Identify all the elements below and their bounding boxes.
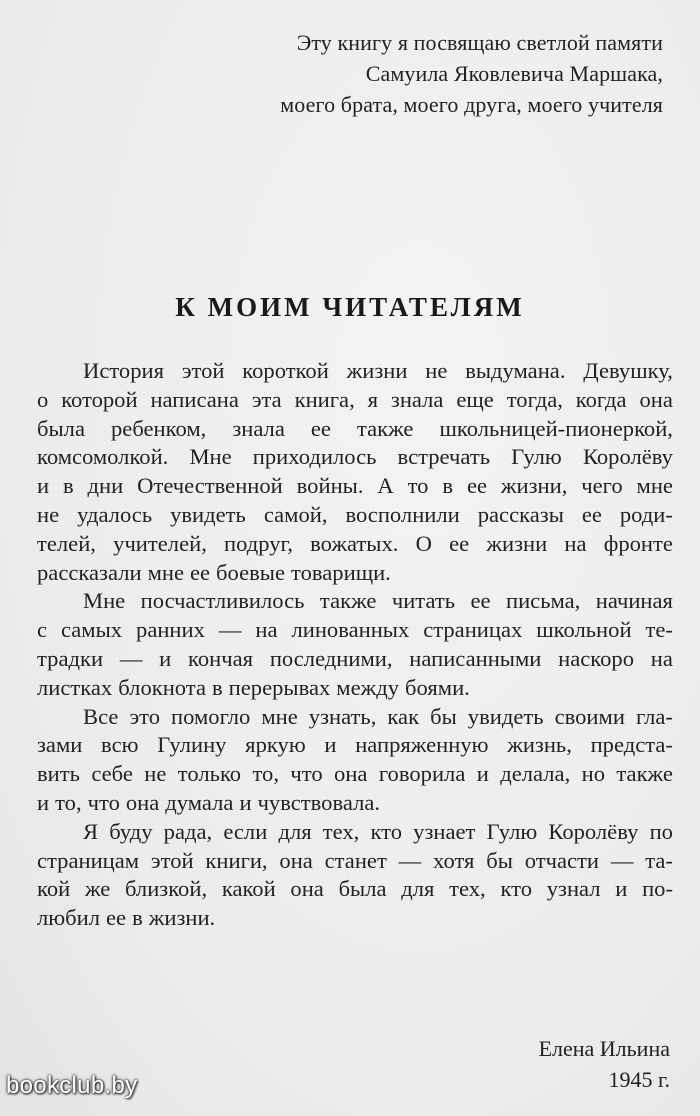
word: ее [310, 415, 331, 441]
word: в [62, 473, 74, 499]
word: зами [37, 732, 83, 758]
word: тех, [322, 818, 360, 844]
word: — [119, 645, 143, 671]
dedication-line: Самуила Яковлевича Маршака, [365, 61, 663, 86]
word: Гулину [157, 732, 227, 758]
word: Девушку, [583, 358, 673, 383]
word: — [610, 847, 634, 873]
word: своими [554, 703, 625, 729]
word: кто [370, 818, 403, 844]
word: рада, [163, 818, 213, 844]
word: по [649, 818, 673, 844]
word: была [37, 415, 85, 441]
word: но [581, 761, 605, 787]
word: если [223, 818, 268, 844]
text-line [37, 875, 673, 904]
word: она [290, 876, 324, 902]
word: на [255, 617, 278, 643]
text-line [37, 731, 673, 760]
word: — [398, 847, 422, 873]
word: узнает [413, 818, 476, 844]
word: написанными [409, 645, 542, 671]
word: и [239, 789, 252, 815]
word: посчастливилось [140, 588, 305, 614]
word: мне [147, 559, 184, 585]
word: себе [91, 761, 133, 787]
word: не [37, 501, 60, 527]
word: рассказы [477, 501, 564, 527]
word: Гулю [511, 444, 562, 470]
word: выдумана. [465, 358, 566, 383]
body-text [37, 357, 673, 933]
word: всю [101, 732, 139, 758]
word: наскоро [558, 645, 635, 671]
word: подруг, [224, 530, 293, 556]
word: тех, [449, 876, 486, 902]
word: приходилось [252, 444, 377, 470]
text-line [37, 847, 673, 876]
word: школьной [536, 617, 632, 643]
word: ее [581, 501, 602, 527]
word: на [564, 530, 587, 556]
word: бы [486, 847, 513, 873]
word: эта [251, 386, 282, 412]
word: когда [575, 386, 627, 412]
word: традки [37, 645, 104, 671]
text-line [37, 616, 673, 645]
word: как [387, 703, 420, 729]
word: то, [252, 761, 279, 787]
word: та- [645, 847, 673, 873]
text-line [37, 789, 673, 818]
word: узнал [546, 876, 601, 902]
word: для [401, 876, 435, 902]
word: и [37, 789, 50, 815]
word: О [415, 530, 432, 556]
word: мне [261, 703, 298, 729]
word: любил [37, 905, 101, 931]
word: узнать, [308, 703, 377, 729]
word: боевые [216, 559, 286, 585]
word: ее [106, 905, 127, 931]
word: и [476, 761, 489, 787]
word: блокнота [118, 674, 206, 700]
text-line [37, 674, 673, 703]
word: в [132, 905, 143, 931]
word: близкой, [125, 876, 208, 902]
word: и [37, 473, 50, 499]
text-line [37, 501, 673, 530]
dedication-line: Эту книгу я посвящаю светлой памяти [296, 30, 663, 55]
word: станет [324, 847, 387, 873]
word: ранних [136, 617, 205, 643]
word: напряженную [355, 732, 489, 758]
word: жизни. [148, 905, 216, 931]
word: — [218, 617, 242, 643]
word: Мне [83, 588, 126, 614]
word: самой, [263, 501, 328, 527]
word: буду [109, 818, 153, 844]
word: думала [165, 789, 234, 815]
word: и [324, 732, 337, 758]
word: читать [391, 588, 456, 614]
word: для [278, 818, 312, 844]
word: телей, [37, 530, 96, 556]
word: написана [150, 386, 239, 412]
word: которой [61, 386, 138, 412]
word: короткой [242, 358, 329, 383]
word: то [407, 473, 429, 499]
word: листках [37, 674, 113, 700]
word: ее [470, 588, 491, 614]
word: то, [55, 789, 82, 815]
word: История [83, 358, 164, 383]
word: не [144, 761, 167, 787]
word: письма, [505, 588, 581, 614]
word: Королёву [548, 818, 639, 844]
word: встречать [397, 444, 491, 470]
word: роди- [619, 501, 673, 527]
word: самых [60, 617, 123, 643]
word: также [616, 761, 673, 787]
text-line [37, 760, 673, 789]
word: кто [500, 876, 532, 902]
word: чего [581, 473, 623, 499]
word: этой [150, 847, 194, 873]
word: начиная [595, 588, 673, 614]
word: ее [449, 530, 470, 556]
word: этой [181, 358, 225, 383]
word: учителей, [113, 530, 207, 556]
word: Отечественной [137, 473, 283, 499]
word: предста- [590, 732, 673, 758]
word: последними, [269, 645, 393, 671]
word: жизнь, [507, 732, 572, 758]
text-line [37, 443, 673, 472]
word: восполнили [345, 501, 460, 527]
word: ее [466, 473, 487, 499]
word: школьницей-пионеркой, [439, 415, 673, 441]
word: книга, [294, 386, 355, 412]
word: войны. [296, 473, 364, 499]
dedication-line: моего брата, моего друга, моего учителя [280, 92, 663, 117]
word: Все [83, 703, 119, 729]
word: еще [456, 386, 494, 412]
word: жизни, [500, 473, 568, 499]
word: что [290, 761, 323, 787]
word: не [425, 358, 448, 383]
dedication [280, 27, 663, 120]
word: рассказали [37, 559, 142, 585]
text-line [37, 386, 673, 415]
word: была [338, 876, 387, 902]
word: какой [221, 876, 276, 902]
watermark: bookclub.by [6, 1072, 138, 1099]
word: же [84, 876, 111, 902]
word: увидеть [170, 501, 246, 527]
word: и [159, 645, 172, 671]
word: те- [645, 617, 673, 643]
text-line [37, 818, 673, 847]
word: гла- [635, 703, 673, 729]
word: это [129, 703, 161, 729]
word: по- [642, 876, 673, 902]
word: комсомолкой. [37, 444, 169, 470]
word: ребенком, [111, 415, 207, 441]
signature-year: 1945 г. [608, 1067, 670, 1092]
word: удалось [77, 501, 153, 527]
word: вожатых. [310, 530, 399, 556]
word: фронте [603, 530, 673, 556]
word: она [125, 789, 160, 815]
signature [539, 1033, 670, 1095]
text-line [37, 703, 673, 732]
word: увидеть [467, 703, 544, 729]
word: с [37, 617, 48, 643]
text-line [37, 587, 673, 616]
word: помогло [171, 703, 251, 729]
text-line [37, 472, 673, 501]
word: она [639, 386, 673, 412]
word: жизни [486, 530, 548, 556]
word: я [367, 386, 379, 412]
word: страницам [37, 847, 140, 873]
word: тогда, [506, 386, 563, 412]
word: дни [87, 473, 124, 499]
word: линованных [291, 617, 410, 643]
word: в [211, 674, 223, 700]
word: знала [232, 415, 285, 441]
word: А [377, 473, 394, 499]
word: и [615, 876, 628, 902]
word: делала, [500, 761, 571, 787]
word: боями. [405, 674, 470, 700]
text-line [37, 357, 673, 386]
word: вить [37, 761, 80, 787]
word: кончая [188, 645, 254, 671]
word: только [177, 761, 242, 787]
word: также [319, 588, 377, 614]
word: между [336, 674, 400, 700]
word: товарищи. [291, 559, 391, 585]
word: Мне [189, 444, 232, 470]
word: отчасти [524, 847, 600, 873]
word: говорила [378, 761, 466, 787]
word: хотя [433, 847, 475, 873]
word: в [442, 473, 454, 499]
word: она [279, 847, 313, 873]
word: она [334, 761, 368, 787]
word: также [356, 415, 414, 441]
author-name: Елена Ильина [538, 1036, 670, 1061]
word: Я [83, 818, 99, 844]
text-line [37, 559, 673, 588]
word: жизни [346, 358, 408, 383]
text-line [37, 530, 673, 559]
word: Гулю [486, 818, 538, 844]
word: книги, [205, 847, 268, 873]
word: перерывах [228, 674, 331, 700]
word: страницах [423, 617, 523, 643]
word: что [87, 789, 120, 815]
word: яркую [245, 732, 306, 758]
section-heading: К МОИМ ЧИТАТЕЛЯМ [175, 292, 525, 322]
text-line [37, 904, 673, 933]
word: кой [37, 876, 71, 902]
word: ее [189, 559, 211, 585]
text-line [37, 645, 673, 674]
word: чувствовала. [257, 789, 381, 815]
word: Королёву [582, 444, 673, 470]
word: знала [390, 386, 444, 412]
word: бы [430, 703, 457, 729]
word: на [650, 645, 673, 671]
word: о [37, 386, 49, 412]
text-line [37, 415, 673, 444]
word: мне [636, 473, 673, 499]
